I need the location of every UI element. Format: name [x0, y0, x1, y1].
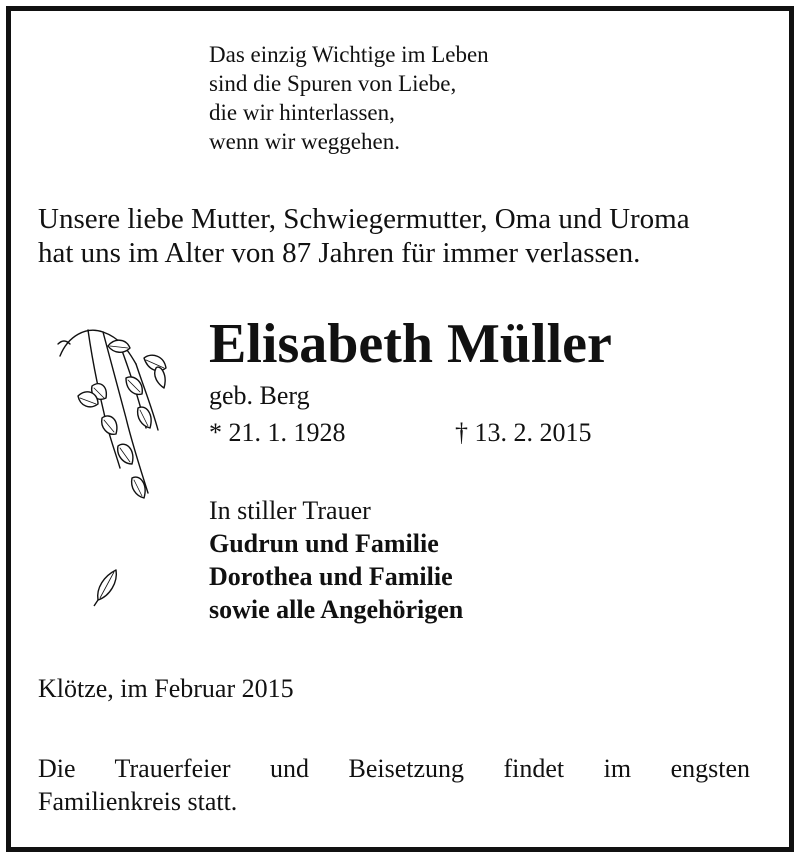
deceased-name: Elisabeth Müller [209, 313, 612, 375]
announcement-text [38, 202, 690, 270]
motto-line: die wir hinterlassen, [209, 100, 395, 125]
birth-name: geb. Berg [209, 381, 310, 410]
announcement-line: Unsere liebe Mutter, Schwiegermutter, Oma und Uroma [38, 203, 690, 235]
motto-poem [209, 40, 489, 156]
motto-line: Das einzig Wichtige im Leben [209, 42, 489, 67]
falling-leaf-icon [94, 570, 116, 606]
ceremony-line: Familienkreis statt. [38, 787, 238, 816]
place-and-date: Klötze, im Februar 2015 [38, 674, 294, 703]
motto-line: wenn wir weggehen. [209, 129, 400, 154]
ceremony-line: Die Trauerfeier und Beisetzung findet im engsten [38, 754, 750, 783]
motto-line: sind die Spuren von Liebe, [209, 71, 457, 96]
mourners-block [209, 494, 463, 626]
mourner-name: sowie alle Angehörigen [209, 595, 464, 624]
life-dates [209, 417, 592, 449]
birch-branch-icon [48, 318, 178, 618]
mourners-intro: In stiller Trauer [209, 496, 371, 525]
mourner-name: Dorothea und Familie [209, 562, 453, 591]
birth-date: * 21. 1. 1928 [209, 418, 346, 447]
death-date: † 13. 2. 2015 [455, 418, 592, 447]
announcement-line: hat uns im Alter von 87 Jahren für immer verlassen. [38, 237, 641, 269]
ceremony-note [38, 752, 750, 818]
mourner-name: Gudrun und Familie [209, 529, 439, 558]
